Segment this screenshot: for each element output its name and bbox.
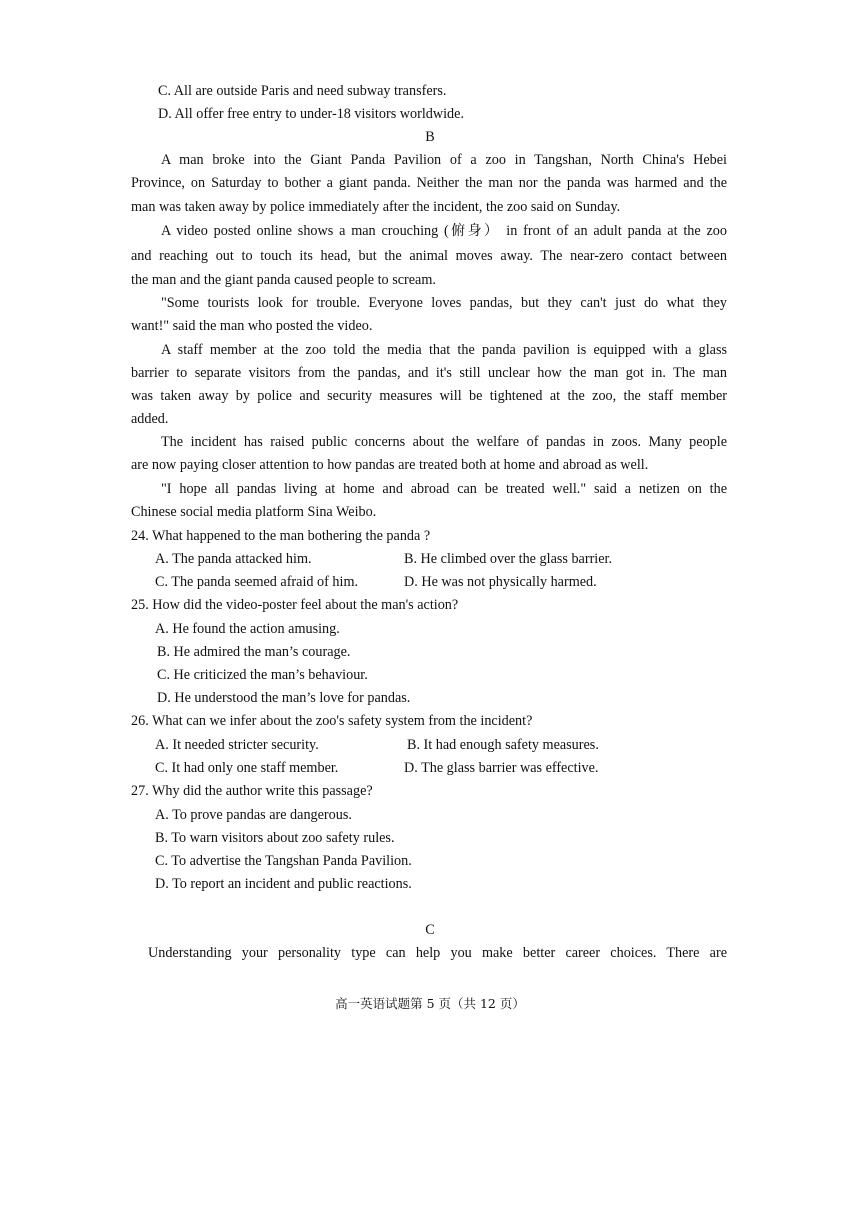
b-p5-line1: The incident has raised public concerns about the welfare of pandas in zoos. Many people: [161, 434, 727, 450]
question-27-stem: 27. Why did the author write this passage?: [131, 783, 373, 799]
option-d-prev: D. All offer free entry to under-18 visitors worldwide.: [158, 106, 464, 122]
b-p2-line1: A video posted online shows a man crouching (俯身） in front of an adult panda at the zoo: [161, 223, 727, 239]
question-25-stem: 25. How did the video-poster feel about the man's action?: [131, 597, 459, 613]
question-26-option-d: D. The glass barrier was effective.: [404, 760, 599, 776]
question-27-option-c: C. To advertise the Tangshan Panda Pavilion.: [155, 853, 412, 869]
question-24-option-c: C. The panda seemed afraid of him.: [155, 574, 359, 590]
b-p6-line1: "I hope all pandas living at home and abroad can be treated well." said a netizen on the: [161, 481, 727, 497]
question-25-option-d: D. He understood the man’s love for pandas.: [157, 690, 411, 706]
question-24-option-d: D. He was not physically harmed.: [404, 574, 597, 590]
question-24-option-a: A. The panda attacked him.: [155, 551, 312, 567]
section-b-heading: B: [425, 129, 435, 145]
question-26-option-c: C. It had only one staff member.: [155, 760, 339, 776]
b-p3-line2: want!" said the man who posted the video.: [131, 318, 373, 334]
option-c-prev: C. All are outside Paris and need subway transfers.: [158, 83, 447, 99]
b-p1-line3: man was taken away by police immediately after the incident, the zoo said on Sunday.: [131, 199, 621, 215]
question-26-option-a: A. It needed stricter security.: [155, 737, 319, 753]
section-c-heading: C: [425, 922, 435, 938]
question-25-option-a: A. He found the action amusing.: [155, 621, 340, 637]
question-24-stem: 24. What happened to the man bothering the panda ?: [131, 528, 431, 544]
b-p4-line4: added.: [131, 411, 169, 427]
question-27-option-a: A. To prove pandas are dangerous.: [155, 807, 352, 823]
b-p4-line2: barrier to separate visitors from the pandas, and it's still unclear how the man got in. The man: [131, 365, 727, 381]
b-p2-line2: and reaching out to touch its head, but the animal moves away. The near-zero contact between: [131, 248, 727, 264]
b-p1-line1: A man broke into the Giant Panda Pavilion of a zoo in Tangshan, North China's Hebei: [161, 152, 727, 168]
question-27-option-d: D. To report an incident and public reactions.: [155, 876, 412, 892]
page-footer: 高一英语试题第 5 页（共 12 页）: [335, 996, 525, 1011]
question-27-option-b: B. To warn visitors about zoo safety rules.: [155, 830, 395, 846]
b-p1-line2: Province, on Saturday to bother a giant panda. Neither the man nor the panda was harmed and the: [131, 175, 727, 191]
b-p2-line3: the man and the giant panda caused people to scream.: [131, 272, 436, 288]
question-24-option-b: B. He climbed over the glass barrier.: [404, 551, 613, 567]
b-p6-line2: Chinese social media platform Sina Weibo.: [131, 504, 377, 520]
question-25-option-b: B. He admired the man’s courage.: [157, 644, 351, 660]
b-p5-line2: are now paying closer attention to how pandas are treated both at home and abroad as well.: [131, 457, 649, 473]
b-p4-line3: was taken away by police and security measures will be tightened at the zoo, the staff member: [131, 388, 727, 404]
c-p1-line1: Understanding your personality type can help you make better career choices. There are: [148, 945, 727, 961]
b-p4-line1: A staff member at the zoo told the media that the panda pavilion is equipped with a glass: [161, 342, 727, 358]
question-25-option-c: C. He criticized the man’s behaviour.: [157, 667, 368, 683]
b-p3-line1: "Some tourists look for trouble. Everyone loves pandas, but they can't just do what they: [161, 295, 727, 311]
question-26-option-b: B. It had enough safety measures.: [407, 737, 599, 753]
question-26-stem: 26. What can we infer about the zoo's safety system from the incident?: [131, 713, 533, 729]
